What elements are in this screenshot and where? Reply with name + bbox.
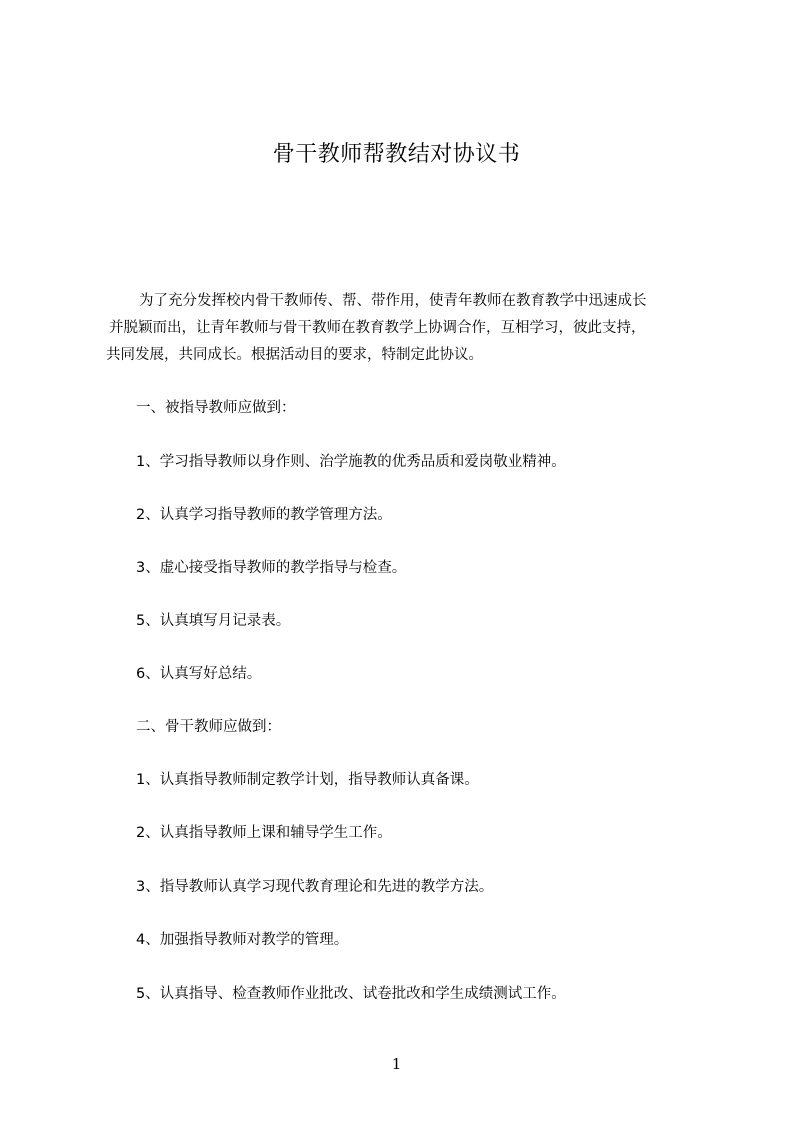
section-2-item-2: 2、认真指导教师上课和辅导学生工作。 — [136, 825, 392, 841]
document-title: 骨干教师帮教结对协议书 — [272, 142, 521, 167]
section-2-item-1: 1、认真指导教师制定教学计划，指导教师认真备课。 — [136, 772, 479, 788]
page-number: 1 — [391, 1055, 402, 1073]
section-2-heading: 二、骨干教师应做到： — [136, 719, 281, 735]
intro-line-1: 为了充分发挥校内骨干教师传、帮、带作用，使青年教师在教育教学中迅速成长 — [139, 293, 647, 309]
section-1-item-2: 2、认真学习指导教师的教学管理方法。 — [136, 507, 392, 523]
intro-line-2: 并脱颖而出，让青年教师与骨干教师在教育教学上协调合作，互相学习，彼此支持， — [109, 320, 646, 336]
section-1-item-3: 3、虚心接受指导教师的教学指导与检查。 — [136, 560, 407, 576]
section-2-item-3: 3、指导教师认真学习现代教育理论和先进的教学方法。 — [136, 879, 494, 895]
intro-paragraph — [106, 288, 702, 369]
section-1-item-1: 1、学习指导教师以身作则、治学施教的优秀品质和爱岗敬业精神。 — [136, 454, 566, 470]
section-1-item-4: 5、认真填写月记录表。 — [136, 613, 291, 629]
section-1-heading: 一、被指导教师应做到： — [136, 400, 296, 416]
intro-line-3: 共同发展，共同成长。根据活动目的要求，特制定此协议。 — [106, 347, 483, 363]
section-1-item-5: 6、认真写好总结。 — [136, 666, 262, 682]
section-2-item-5: 5、认真指导、检查教师作业批改、试卷批改和学生成绩测试工作。 — [136, 986, 566, 1002]
section-2-item-4: 4、加强指导教师对教学的管理。 — [136, 932, 349, 948]
